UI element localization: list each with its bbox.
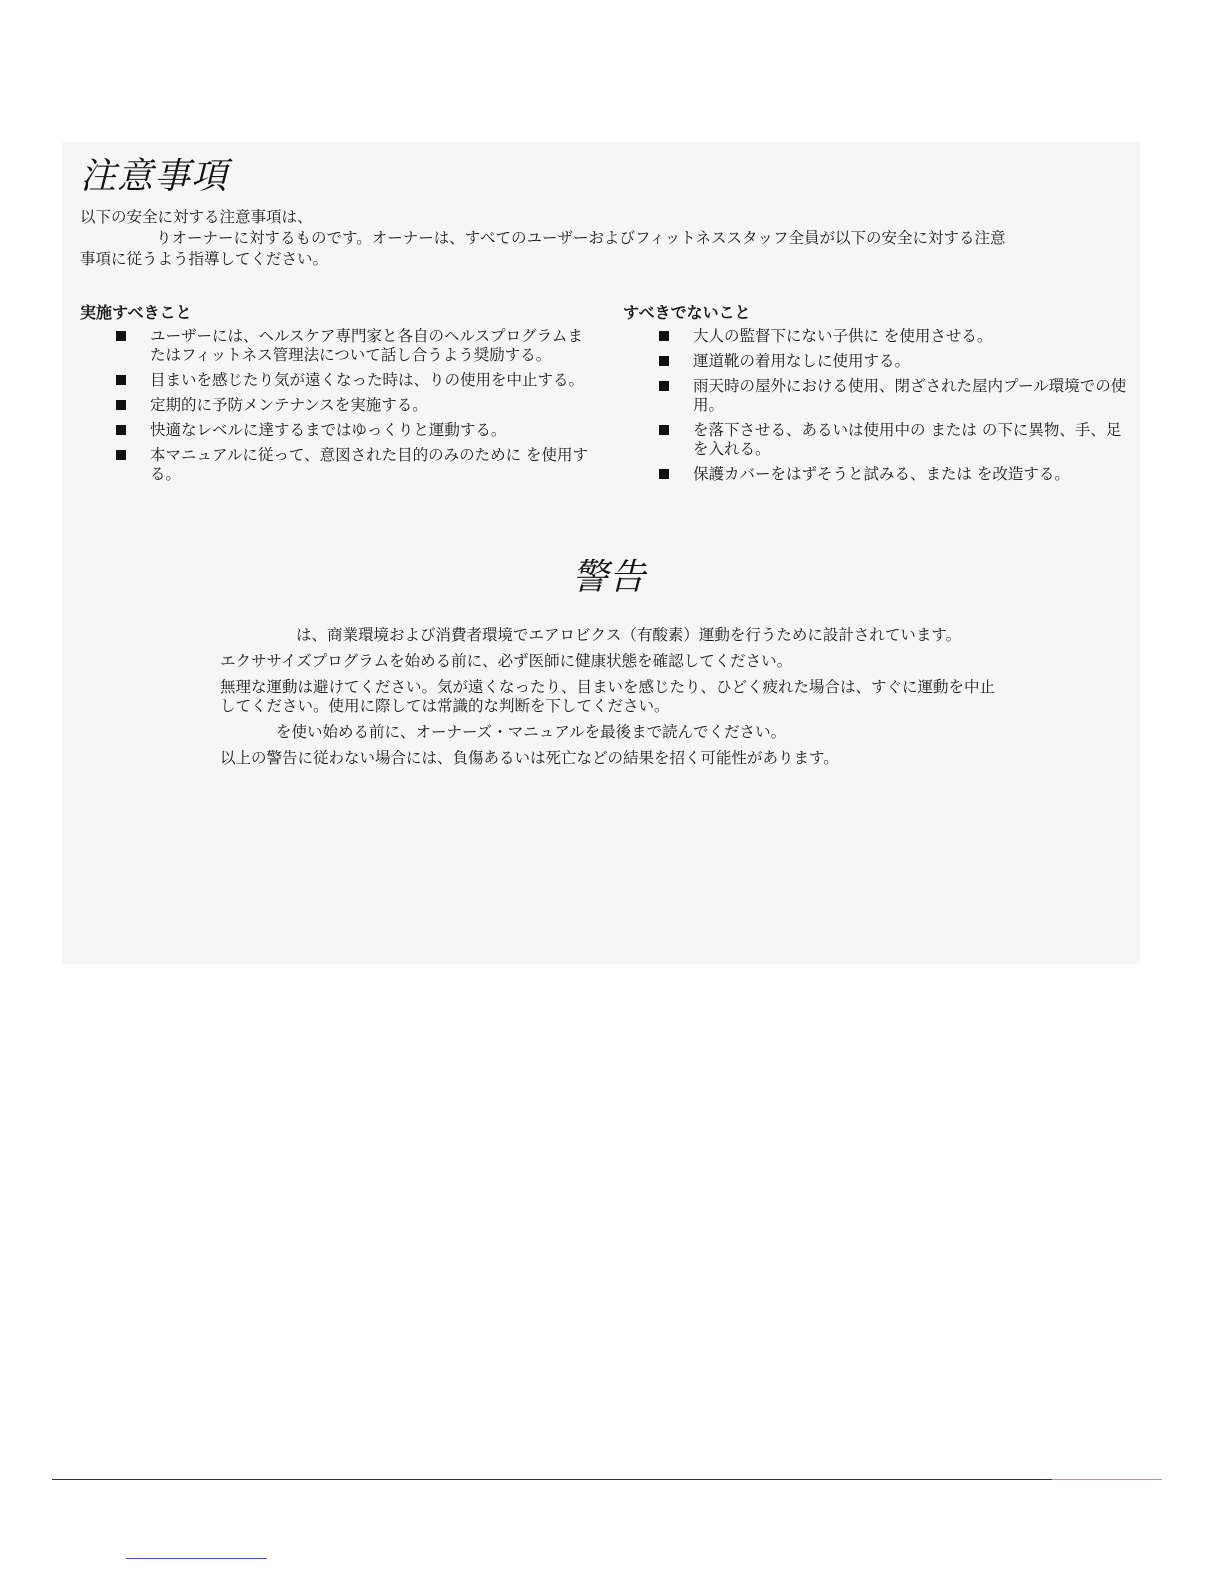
list-item: 定期的に予防メンテナンスを実施する。 [116,396,590,415]
warning-item: 無理な運動は避けてください。気が遠くなったり、目まいを感じたり、ひどく疲れた場合は、すぐに運動を中止してください。使用に際しては常識的な判断を下してください。 [220,678,996,715]
footer-divider-accent [1052,1479,1162,1480]
intro-line-1: 以下の安全に対する注意事項は、 [80,208,313,226]
list-item: 保護カバーをはずそうと試みる、または を改造する。 [659,465,1134,484]
bullet-square-icon [116,375,126,385]
intro-line-3: 事項に従うよう指導してください。 [80,250,329,268]
warning-item: は、商業環境および消費者環境でエアロビクス（有酸素）運動を行うために設計されています。 [296,626,962,644]
list-item: 雨天時の屋外における使用、閉ざされた屋内プール環境での使用。 [659,377,1134,415]
do-heading: 実施すべきこと [80,303,192,322]
footer-divider [52,1479,1052,1480]
warning-item: を使い始める前に、オーナーズ・マニュアルを最後まで読んでください。 [276,723,787,741]
warning-item: エクササイズプログラムを始める前に、必ず医師に健康状態を確認してください。 [220,652,793,670]
do-list [116,327,590,490]
warning-title: 警告 [572,557,647,598]
list-item: を落下させる、あるいは使用中の または の下に異物、手、足を入れる。 [659,421,1134,459]
dont-heading: すべきでないこと [623,303,751,322]
list-item: 快適なレベルに達するまではゆっくりと運動する。 [116,421,590,440]
intro-line-2: りオーナーに対するものです。オーナーは、すべてのユーザーおよびフィットネススタッフ全員が以下の安全に対する注意 [156,229,1006,247]
bullet-square-icon [659,356,669,366]
warning-item: 以上の警告に従わない場合には、負傷あるいは死亡などの結果を招く可能性があります。 [220,749,839,767]
bullet-square-icon [116,450,126,460]
precautions-intro [80,207,1130,270]
bullet-square-icon [659,425,669,435]
list-item: 目まいを感じたり気が遠くなった時は、りの使用を中止する。 [116,371,590,390]
bullet-square-icon [659,469,669,479]
list-item: ユーザーには、ヘルスケア専門家と各自のヘルスプログラムまたはフィットネス管理法について話し合うよう奨励する。 [116,327,590,365]
list-item: 本マニュアルに従って、意図された目的のみのために を使用する。 [116,446,590,484]
bullet-square-icon [116,400,126,410]
bullet-square-icon [116,425,126,435]
dont-list [659,327,1134,490]
bullet-square-icon [659,331,669,341]
bullet-square-icon [659,381,669,391]
list-item: 大人の監督下にない子供に を使用させる。 [659,327,1134,346]
precautions-title: 注意事項 [80,156,229,197]
warning-list [220,626,995,775]
footer-link-underline [126,1558,267,1559]
bullet-square-icon [116,331,126,341]
list-item: 運道靴の着用なしに使用する。 [659,352,1134,371]
